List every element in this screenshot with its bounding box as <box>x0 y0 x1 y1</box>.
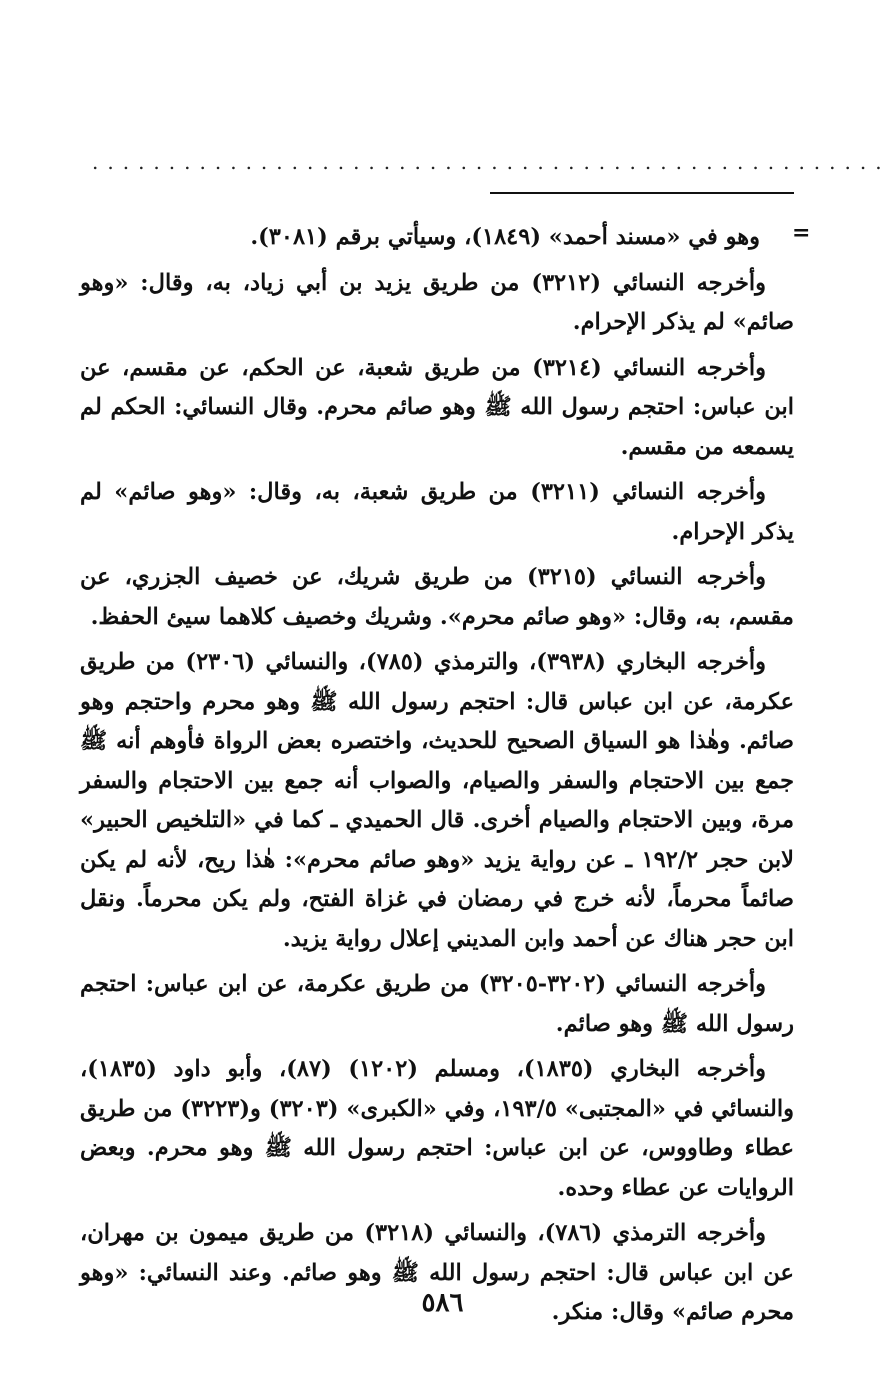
footnote-paragraph: وأخرجه الترمذي (٧٨٦)، والنسائي (٣٢١٨) من طريق ميمون بن مهران، عن ابن عباس قال: احتجم رسول الله ﷺ وهو صائم. وعند النسائي: «وهو محرم صائم» وقال: منكر. <box>80 1220 794 1325</box>
footnote-rule <box>490 192 794 194</box>
footnote-paragraph: وهو في «مسند أحمد» (١٨٤٩)، وسيأتي برقم (٣٠٨١). <box>250 224 760 250</box>
footnote-paragraph: وأخرجه النسائي (٣٢٠٢-٣٢٠٥) من طريق عكرمة، عن ابن عباس: احتجم رسول الله ﷺ وهو صائم. <box>80 971 794 1037</box>
footnote-paragraph: وأخرجه النسائي (٣٢١٥) من طريق شريك، عن خصيف الجزري، عن مقسم، به، وقال: «وهو صائم محرم». وشريك وخصيف كلاهما سيئ الحفظ. <box>80 564 794 630</box>
continuation-mark: = <box>792 220 811 246</box>
footnote-paragraph: وأخرجه النسائي (٣٢١١) من طريق شعبة، به، وقال: «وهو صائم» لم يذكر الإحرام. <box>80 479 794 545</box>
footnote-paragraph: وأخرجه البخاري (١٨٣٥)، ومسلم (١٢٠٢) (٨٧)، وأبو داود (١٨٣٥)، والنسائي في «المجتبى» ١٩٣/٥، وفي «الكبرى» (٣٢٠٣) و(٣٢٢٣) من طريق عطاء وطاووس، عن ابن عباس: احتجم رسول الله ﷺ وهو محرم. وبعض الروايات عن عطاء وحده. <box>80 1056 794 1201</box>
footnote-body <box>80 218 794 1339</box>
footnote-paragraph: وأخرجه النسائي (٣٢١٤) من طريق شعبة، عن الحكم، عن مقسم، عن ابن عباس: احتجم رسول الله ﷺ وهو صائم محرم. وقال النسائي: الحكم لم يسمعه من مقسم. <box>80 354 794 460</box>
footnote-paragraph: وأخرجه البخاري (٣٩٣٨)، والترمذي (٧٨٥)، والنسائي (٢٣٠٦) من طريق عكرمة، عن ابن عباس قال: احتجم رسول الله ﷺ وهو محرم واحتجم وهو صائم. وهٰذا هو السياق الصحيح للحديث، واختصره بعض الرواة فأوهم أنه ﷺ جمع بين الاحتجام والسفر والصيام، والصواب أنه جمع بين الاحتجام والسفر مرة، وبين الاحتجام والصيام أخرى. قال الحميدي ـ كما في «التلخيص الحبير» لابن حجر ١٩٢/٢ ـ عن رواية يزيد «وهو صائم محرم»: هٰذا ريح، لأنه لم يكن صائماً محرماً، لأنه خرج في رمضان في غزاة الفتح، ولم يكن محرماً. ونقل ابن حجر هناك عن أحمد وابن المديني إعلال رواية يزيد. <box>80 649 794 952</box>
footnote-paragraph: وأخرجه النسائي (٣٢١٢) من طريق يزيد بن أبي زياد، به، وقال: «وهو صائم» لم يذكر الإحرام. <box>80 269 794 335</box>
separator-dots: .................................................... <box>92 150 891 174</box>
page-number: ٥٨٦ <box>421 1288 464 1318</box>
